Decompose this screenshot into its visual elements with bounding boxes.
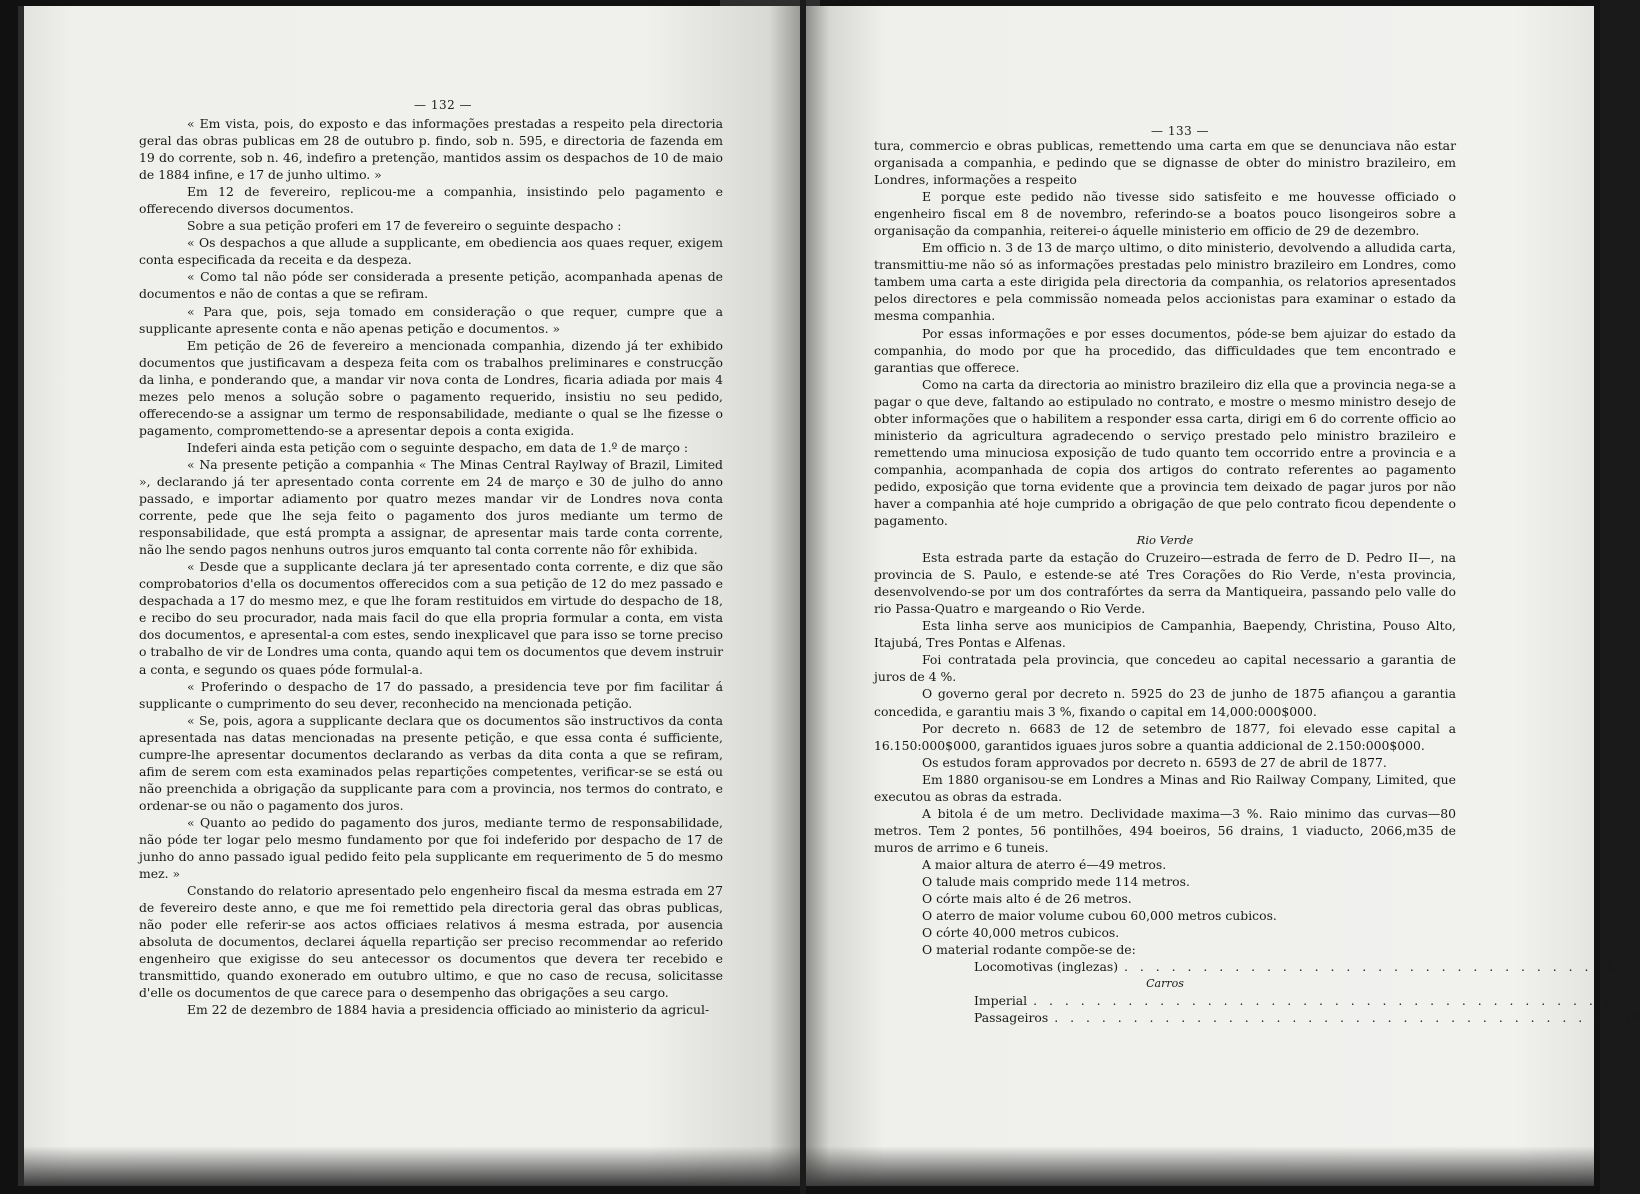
paragraph: « Como tal não póde ser considerada a presente petição, acompanhada apenas de documentos e não de contas a que se refiram. — [139, 269, 723, 302]
paragraph: Por decreto n. 6683 de 12 de setembro de 1877, foi elevado esse capital a 16.150:000$000, garantidos iguaes juros sobre a quantia addicional de 2.150:000$000. — [874, 720, 1456, 753]
list-line: O córte 40,000 metros cubicos. — [922, 925, 1120, 941]
dot-leader: . . . . . . . . . . . . . . . . . . . . . . . . . . . . . . . . . . . . — [1033, 993, 1597, 1009]
passageiros-label: Passageiros — [974, 1010, 1049, 1026]
paragraph: Em 22 de dezembro de 1884 havia a presidencia officiado ao ministerio da agricul- — [187, 1002, 710, 1018]
imperial-row — [874, 992, 1611, 1009]
locomotives-row — [874, 958, 1615, 975]
paragraph: Em 1880 organisou-se em Londres a Minas and Rio Railway Company, Limited, que executou as obras da estrada. — [874, 771, 1456, 804]
right-page-text — [874, 137, 1640, 1026]
paragraph: Os estudos foram approvados por decreto n. 6593 de 27 de abril de 1877. — [922, 754, 1387, 770]
paragraph: « Proferindo o despacho de 17 do passado, a presidencia teve por fim facilitar á supplicante o cumprimento do seu dever, reconhecido na mencionada petição. — [139, 678, 723, 711]
passageiros-value: 19 — [1623, 1010, 1640, 1026]
paragraph: Esta linha serve aos municipios de Campanhia, Baependy, Christina, Pouso Alto, Itajubá, Tres Pontas e Alfenas. — [874, 618, 1456, 651]
paragraph: Constando do relatorio apresentado pelo engenheiro fiscal da mesma estrada em 27 de fevereiro deste anno, e que me foi remettido pela directoria geral das obras publicas, não poder elle referir-se aos actos officiaes relativos á mesma estrada, por ausencia absoluta de documentos, declarei áquella repartição ser preciso recommendar ao referido engenheiro que exigisse do seu antecessor os documentos que devera ter recebido e transmittido, quando exonerado em outubro ultimo, e que no caso de recusa, solicitasse d'elle os documentos de que carece para o desempenho das obrigações a seu cargo. — [139, 883, 723, 1001]
paragraph: Indeferi ainda esta petição com o seguinte despacho, em data de 1.º de março : — [187, 439, 689, 455]
locomotives-value: 14 — [1598, 959, 1615, 975]
imperial-value: 1 — [1602, 993, 1611, 1009]
paragraph: Por essas informações e por esses documentos, póde-se bem ajuizar do estado da companhia, do modo por que ha procedido, das difficuldades que tem encontrado e garantias que offerece. — [874, 325, 1456, 375]
list-line: A maior altura de aterro é—49 metros. — [922, 856, 1167, 872]
paragraph: Em officio n. 3 de 13 de março ultimo, o dito ministerio, devolvendo a alludida carta, transmittiu-me não só as informações prestadas pelo ministro brazileiro em Londres, como tambem uma carta a este dirigida pela directoria da companhia, os relatorios apresentados pelos directores e pela commissão nomeada pelos accionistas para examinar o estado da mesma companhia. — [874, 240, 1456, 324]
dot-leader: . . . . . . . . . . . . . . . . . . . . . . . . . . . . . . . . . . . . — [1054, 1010, 1618, 1026]
left-page-number: — 132 — — [414, 98, 473, 112]
carros-heading: Carros — [1146, 977, 1184, 991]
paragraph: Como na carta da directoria ao ministro brazileiro diz ella que a provincia nega-se a pagar o que deve, faltando ao estipulado no contrato, e mostre o mesmo ministro desejo de obter informações que o habilitem a responder essa carta, dirigi em 6 do corrente officio ao ministerio da agricultura agradecendo o serviço prestado pelo ministro brazileiro e remettendo uma minuciosa exposição de tudo quanto tem occorrido entre a provincia e a companhia, acompanhada de copia dos artigos do contrato referentes ao pagamento pedido, exposição que torna evidente que a provincia tem deixado de pagar juros por não haver a companhia até hoje cumprido a obrigação de que pelo contrato ficou dependente o pagamento. — [874, 376, 1456, 529]
paragraph: Foi contratada pela provincia, que concedeu ao capital necessario a garantia de juros de 4 %. — [874, 652, 1456, 685]
list-line: O aterro de maior volume cubou 60,000 metros cubicos. — [922, 908, 1277, 924]
imperial-label: Imperial — [974, 993, 1028, 1009]
left-page-text — [139, 115, 723, 1018]
right-paragraphs-after — [874, 549, 1456, 856]
list-line: O material rodante compõe-se de: — [922, 942, 1136, 958]
paragraph: « Na presente petição a companhia « The Minas Central Raylway of Brazil, Limited », declarando já ter apresentado conta corrente em 24 de março e 30 de julho do anno passado, e importar adiamento por quatro mezes mandar vir de Londres nova conta corrente, pede que lhe seja feito o pagamento dos juros mediante um termo de responsabilidade, que está prompta a assignar, de apresentar mais tarde conta corrente, não lhe sendo pagos nenhuns outros juros emquanto tal conta corrente não fôr exhibida. — [139, 456, 723, 558]
dot-leader: . . . . . . . . . . . . . . . . . . . . . . . . . . . . . . — [1124, 959, 1593, 975]
paragraph: Em 12 de fevereiro, replicou-me a companhia, insistindo pelo pagamento e offerecendo diversos documentos. — [139, 184, 723, 217]
paragraph: Em petição de 26 de fevereiro a mencionada companhia, dizendo já ter exhibido documentos que justificavam a despeza feita com os trabalhos preliminares e construcção da linha, e ponderando que, a mandar vir nova conta de Londres, ficaria adiada por mais 4 mezes pelo menos a solução sobre o pagamento requerido, insistiu no seu pedido, offerecendo-se a assignar um termo de responsabilidade, mediante o qual se lhe fizesse o pagamento, compromettendo-se a apresentar depois a conta exigida. — [139, 337, 723, 438]
paragraph: « Os despachos a que allude a supplicante, em obediencia aos quaes requer, exigem conta especificada da receita e da despeza. — [139, 235, 723, 268]
list-line: O talude mais comprido mede 114 metros. — [922, 873, 1190, 889]
paragraph: « Desde que a supplicante declara já ter apresentado conta corrente, e diz que são comprobatorios d'ella os documentos offerecidos com a sua petição de 12 do mez passado e despachada a 17 do mesmo mez, e que lhe foram restituidos em virtude do despacho de 18, e recibo do seu procurador, nada mais facil do que ella propria formular a conta, em vista dos documentos, e apresental-a com estes, sendo inexplicavel que para isso se torne preciso o trabalho de vir de Londres uma conta, quando aqui tem os documentos que devem instruir a conta, e segundo os quaes póde formulal-a. — [139, 559, 723, 677]
paragraph: E porque este pedido não tivesse sido satisfeito e me houvesse officiado o engenheiro fiscal em 8 de novembro, referindo-se a boatos pouco lisongeiros sobre a organisação da companhia, reiterei-o áquelle ministerio em officio de 29 de dezembro. — [874, 189, 1456, 239]
paragraph: « Se, pois, agora a supplicante declara que os documentos são instructivos da conta apresentada nas datas mencionadas na presente petição, e que essa conta é sufficiente, cumpre-lhe apresentar documentos declarando as verbas da dita conta a que se refiram, afim de serem com esta examinados pelas repartições competentes, verificar-se se está ou não preenchida a obrigação da supplicante para com a provincia, nos termos do contrato, e ordenar-se ou não o pagamento dos juros. — [139, 712, 723, 813]
paragraph: tura, commercio e obras publicas, remettendo uma carta em que se denunciava não estar organisada a companhia, e pedindo que se dignasse de obter do ministro brazileiro, em Londres, informações a respeito — [874, 138, 1456, 188]
right-paragraphs-before — [874, 137, 1456, 529]
section-heading-rio-verde: Rio Verde — [1136, 533, 1194, 548]
facts-list — [874, 856, 1456, 958]
paragraph: O governo geral por decreto n. 5925 do 23 de junho de 1875 afiançou a garantia concedida, e garantiu mais 3 %, fixando o capital em 14,000:000$000. — [874, 686, 1456, 719]
paragraph: « Quanto ao pedido do pagamento dos juros, mediante termo de responsabilidade, não póde ter logar pelo mesmo fundamento por que foi indeferido por despacho de 17 de junho do anno passado igual pedido feito pela supplicante em requerimento de 5 do mesmo mez. » — [139, 814, 723, 882]
left-page — [18, 6, 800, 1186]
locomotives-label: Locomotivas (inglezas) — [974, 959, 1119, 975]
paragraph: « Para que, pois, seja tomado em consideração o que requer, cumpre que a supplicante apresente conta e não apenas petição e documentos. » — [139, 303, 723, 336]
paragraph: Esta estrada parte da estação do Cruzeiro—estrada de ferro de D. Pedro II—, na provincia de S. Paulo, e estende-se até Tres Corações do Rio Verde, n'esta provincia, desenvolvendo-se por um dos contrafórtes da serra da Mantiqueira, passando pelo valle do rio Passa-Quatro e margeando o Rio Verde. — [874, 550, 1456, 617]
right-page-number: — 133 — — [1151, 124, 1210, 138]
passageiros-row — [874, 1009, 1640, 1026]
right-page — [806, 6, 1640, 1186]
paragraph: A bitola é de um metro. Declividade maxima—3 %. Raio minimo das curvas—80 metros. Tem 2 pontes, 56 pontilhões, 494 boeiros, 56 drains, 1 viaducto, 2066,m35 de muros de arrimo e 6 tuneis. — [874, 805, 1456, 855]
paragraph: « Em vista, pois, do exposto e das informações prestadas a respeito pela directoria geral das obras publicas em 28 de outubro p. findo, sob n. 595, e directoria de fazenda em 19 do corrente, sob n. 46, indefiro a pretenção, mantidos assim os despachos de 10 de maio de 1884 infine, e 17 de junho ultimo. » — [139, 116, 723, 183]
list-line: O córte mais alto é de 26 metros. — [922, 891, 1132, 907]
paragraph: Sobre a sua petição proferi em 17 de fevereiro o seguinte despacho : — [187, 218, 622, 234]
